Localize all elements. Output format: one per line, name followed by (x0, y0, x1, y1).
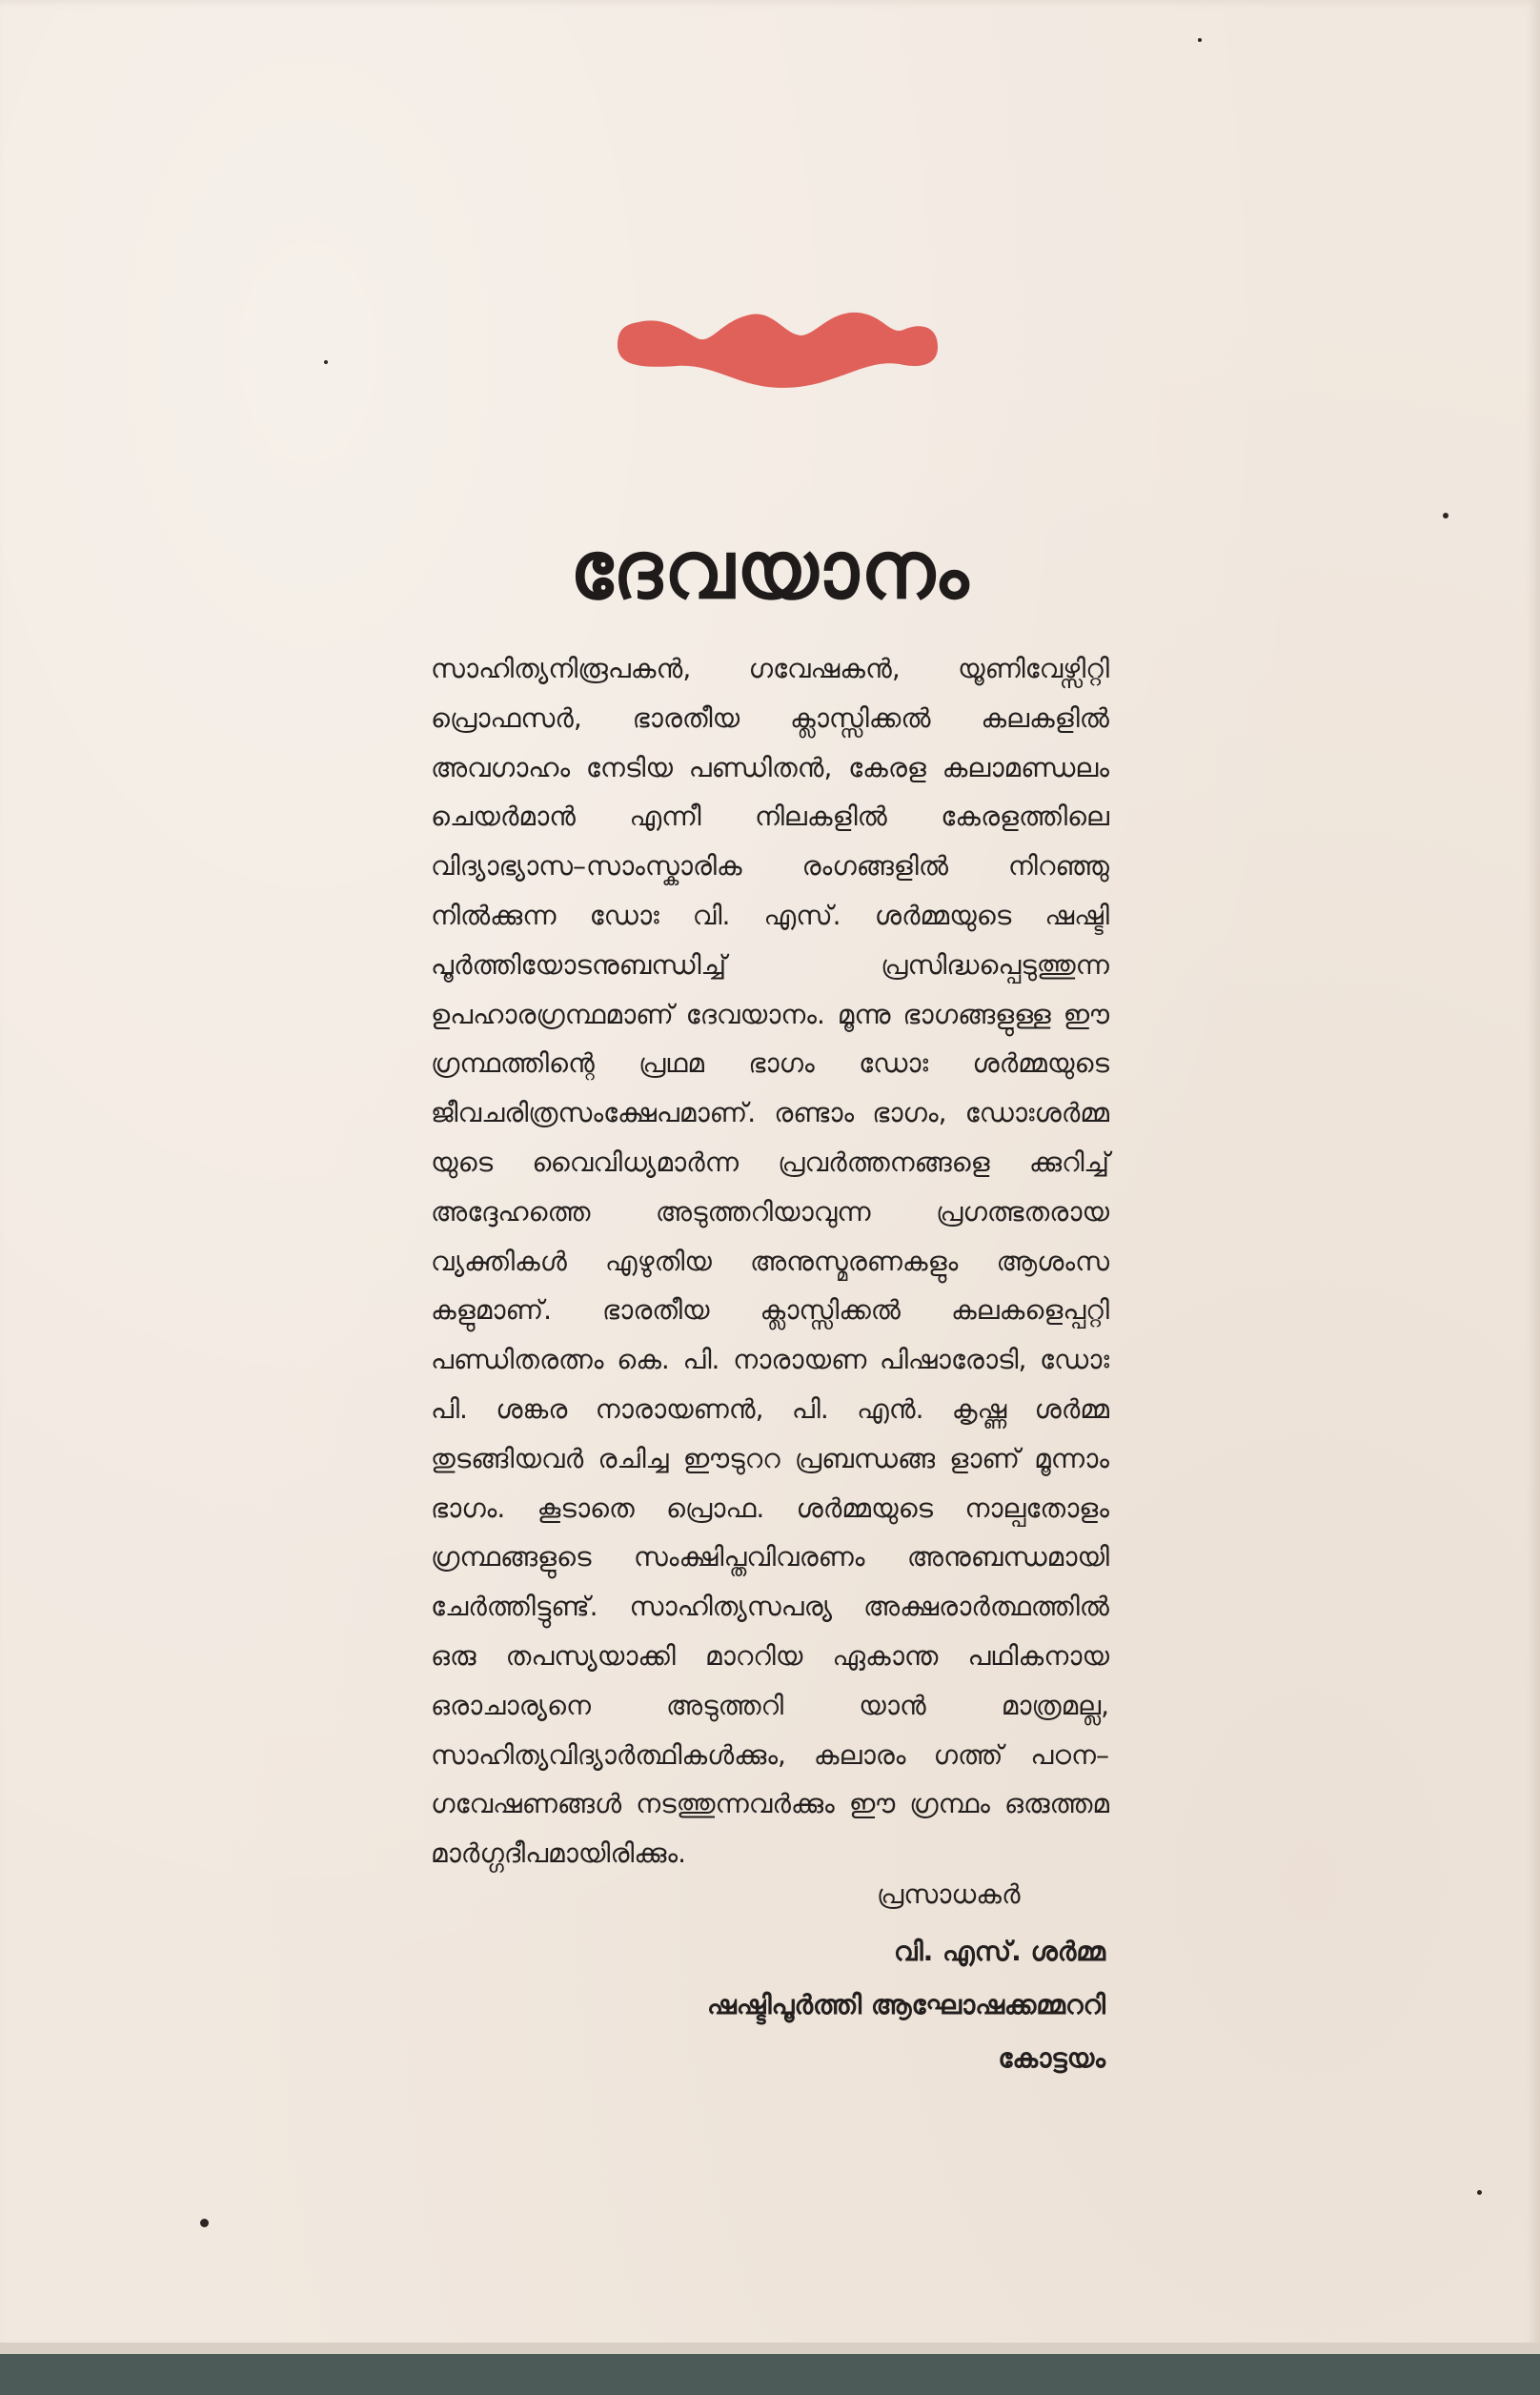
publisher-place: കോട്ടയം (998, 2042, 1105, 2074)
page-bottom-edge (0, 2343, 1540, 2354)
publisher-name: വി. എസ്. ശർമ്മ (894, 1936, 1105, 1967)
blurb-paragraph: സാഹിത്യനിരൂപകൻ, ഗവേഷകൻ, യൂണിവേഴ്സിറ്റി പ്രൊഫസർ, ഭാരതീയ ക്ലാസ്സിക്കൽ കലകളിൽ അവഗാഹം നേടിയ പണ്ഡിതൻ, കേരള കലാമണ്ഡലം ചെയർമാൻ എന്നീ നിലകളിൽ കേരളത്തിലെ വിദ്യാഭ്യാസ–സാംസ്കാരിക രംഗങ്ങളിൽ നിറഞ്ഞു നിൽക്കുന്ന ഡോഃ വി. എസ്. ശർമ്മയുടെ ഷഷ്ടി പൂർത്തിയോടനുബന്ധിച്ച് പ്രസിദ്ധപ്പെടുത്തുന്ന ഉപഹാരഗ്രന്ഥമാണ് ദേവയാനം. മൂന്നു ഭാഗങ്ങളുള്ള ഈ ഗ്രന്ഥത്തിന്റെ പ്രഥമ ഭാഗം ഡോഃ ശർമ്മയുടെ ജീവചരിത്രസംക്ഷേപമാണ്. രണ്ടാം ഭാഗം, ഡോഃശർമ്മ യുടെ വൈവിധ്യമാർന്ന പ്രവർത്തനങ്ങളെ ക്കുറിച്ച് അദ്ദേഹത്തെ അടുത്തറിയാവുന്ന പ്രഗത്ഭതരായ വ്യക്തികൾ എഴുതിയ അനുസ്മരണകളും ആശംസ കളുമാണ്. ഭാരതീയ ക്ലാസ്സിക്കൽ കലകളെപ്പറ്റി പണ്ഡിതരത്നം കെ. പി. നാരായണ പിഷാരോടി, ഡോഃ പി. ശങ്കര നാരായണൻ, പി. എൻ. കൃഷ്ണ ശർമ്മ തുടങ്ങിയവർ രചിച്ച ഈടുററ പ്രബന്ധങ്ങ ളാണ് മൂന്നാം ഭാഗം. കൂടാതെ പ്രൊഫ. ശർമ്മയുടെ നാല്പതോളം ഗ്രന്ഥങ്ങളുടെ സംക്ഷിപ്തവിവരണം അനുബന്ധമായി ചേർത്തിട്ടുണ്ട്. സാഹിത്യസപര്യ അക്ഷരാർത്ഥത്തിൽ ഒരു തപസ്യയാക്കി മാററിയ ഏകാന്ത പഥികനായ ഒരാചാര്യനെ അടുത്തറി യാൻ മാത്രമല്ല, സാഹിത്യവിദ്യാർത്ഥികൾക്കും, കലാരം ഗത്ത് പഠന–ഗവേഷണങ്ങൾ നടത്തുന്നവർക്കും ഈ ഗ്രന്ഥം ഒരുത്തമ മാർഗ്ഗദീപമായിരിക്കും. (431, 653, 1109, 1870)
publisher-label: പ്രസാധകർ (877, 1878, 1021, 1910)
publisher-organization: ഷഷ്ടിപൂർത്തി ആഘോഷക്കമ്മററി (706, 1989, 1105, 2020)
paper-speck (324, 360, 328, 364)
paper-speck (1198, 38, 1202, 42)
paper-speck (1477, 2190, 1482, 2195)
paper-speck (1443, 513, 1449, 518)
paper-speck (200, 2219, 209, 2227)
red-wavy-ornament-icon (618, 311, 938, 391)
book-title: ദേവയാനം (569, 523, 971, 617)
